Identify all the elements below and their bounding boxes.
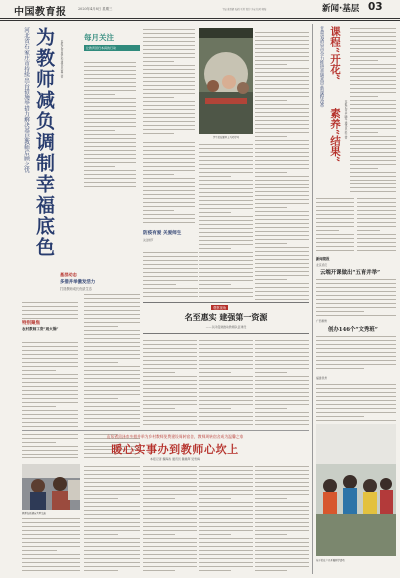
right-photo <box>316 424 396 556</box>
brief2-title: 创办146个“文秀班” <box>328 327 378 333</box>
right-column-divider <box>312 24 313 574</box>
right-title-2: 素养“结果” <box>329 108 341 163</box>
right-title-1: 课程“开花” <box>329 26 341 81</box>
commentary-body-1 <box>143 338 197 426</box>
masthead <box>0 0 400 20</box>
main-body-col-5 <box>255 30 309 305</box>
mid-box-caption: 关注细节 <box>143 239 154 242</box>
masthead-rule <box>0 18 400 19</box>
lower-deck: 山东省菏泽市多措并举为乡村教师免费建设周转宿舍，教师周转宿舍成为温馨之家 <box>106 434 244 439</box>
small-box <box>22 320 78 340</box>
right-deck: 甘肃省酒泉市全力推进普通高中新课程改革 <box>319 26 324 108</box>
feature-tag-block <box>84 32 142 58</box>
feature-photo <box>199 28 253 134</box>
commentary-body-3 <box>255 338 309 426</box>
section-name: 新闻·基层 <box>322 4 360 14</box>
lower-body-col-1 <box>22 516 80 574</box>
lower-photo <box>22 464 80 510</box>
date-line: 2020年4月8日 星期三 <box>78 7 113 11</box>
main-byline: 本报记者 周洪松 通讯员 董兰香 <box>60 40 64 78</box>
brief3-body <box>316 382 396 422</box>
masthead-rule-thin <box>0 20 400 21</box>
commentary-byline: ——以评促建推动教师队伍建设 <box>205 325 247 329</box>
lower-body-col-4 <box>199 464 253 574</box>
right-body-a <box>316 196 354 252</box>
section-tag: 基层动态 <box>60 272 77 277</box>
sidebar-title: 多措并举激发活力 <box>60 280 96 285</box>
right-body-b <box>357 196 396 252</box>
lower-body-col-2 <box>84 464 140 574</box>
commentary-box <box>143 302 309 334</box>
editor-line: 主编:张显峰 编辑:王珍 设计:李宏 校对:刘梅 <box>222 8 267 11</box>
page-number: 03 <box>368 1 383 13</box>
lower-article-rule <box>22 430 309 431</box>
brief3-region: 福建泉州 <box>316 376 328 380</box>
main-body-col-1 <box>143 27 195 135</box>
main-body-col-2 <box>84 60 136 190</box>
brief-header: 新闻简报 <box>316 257 330 261</box>
right-byline: 本报记者 尹晓军 通讯员 赵兰香 <box>344 100 348 140</box>
brief2-region: 广西柳州 <box>316 319 328 323</box>
small-box-title: 农村教师工资“周火锅” <box>22 327 59 331</box>
newspaper-logo: 中国教育报 <box>14 7 67 18</box>
main-body-col-3 <box>143 140 195 226</box>
mid-box <box>143 228 198 248</box>
commentary-title: 名至惠实 建强第一资源 <box>184 312 268 322</box>
feature-subtitle: 让教育回归本真的行动 <box>84 45 140 51</box>
right-photo-caption: 孩子们在户外开展研学活动 <box>316 559 345 562</box>
lower-byline: 本报记者 魏海政 通讯员 魏晨辉 吴雪梅 <box>150 457 200 461</box>
commentary-body-2 <box>199 338 253 426</box>
main-deck: 河北省石家庄市持续出台措施举措力解决基层教师后顾之忧 <box>23 27 29 173</box>
sidebar-subtitle: 打造教师成长优质生态 <box>60 287 92 291</box>
lower-body-col-3 <box>143 464 197 574</box>
feature-tag: 每月关注 <box>84 33 114 42</box>
lower-title: 暖心实事办到教师心坎上 <box>111 443 239 456</box>
sidebar-heading-block <box>60 272 140 291</box>
commentary-tag: 观察视角 <box>213 306 227 310</box>
main-body-col-4 <box>199 142 253 300</box>
right-body-top <box>350 26 396 196</box>
brief1-region: 北京延庆 <box>316 263 328 267</box>
mid-box-title: 防疫有爱 关爱师生 <box>143 231 182 236</box>
lower-body-col-5 <box>255 464 309 574</box>
mid-box-body <box>143 250 198 300</box>
small-box-tag: 特别聚焦 <box>22 321 40 326</box>
brief1-body <box>316 277 396 317</box>
main-title: 为教师减负调制幸福底色 <box>33 27 55 258</box>
feature-photo-caption: 学生们在课堂上互动学习 <box>212 136 240 139</box>
lower-photo-caption: 教师在新建宿舍里交流 <box>22 512 46 515</box>
brief1-title: 云端开课做出“五育并举” <box>320 270 381 276</box>
brief2-body <box>316 334 396 372</box>
